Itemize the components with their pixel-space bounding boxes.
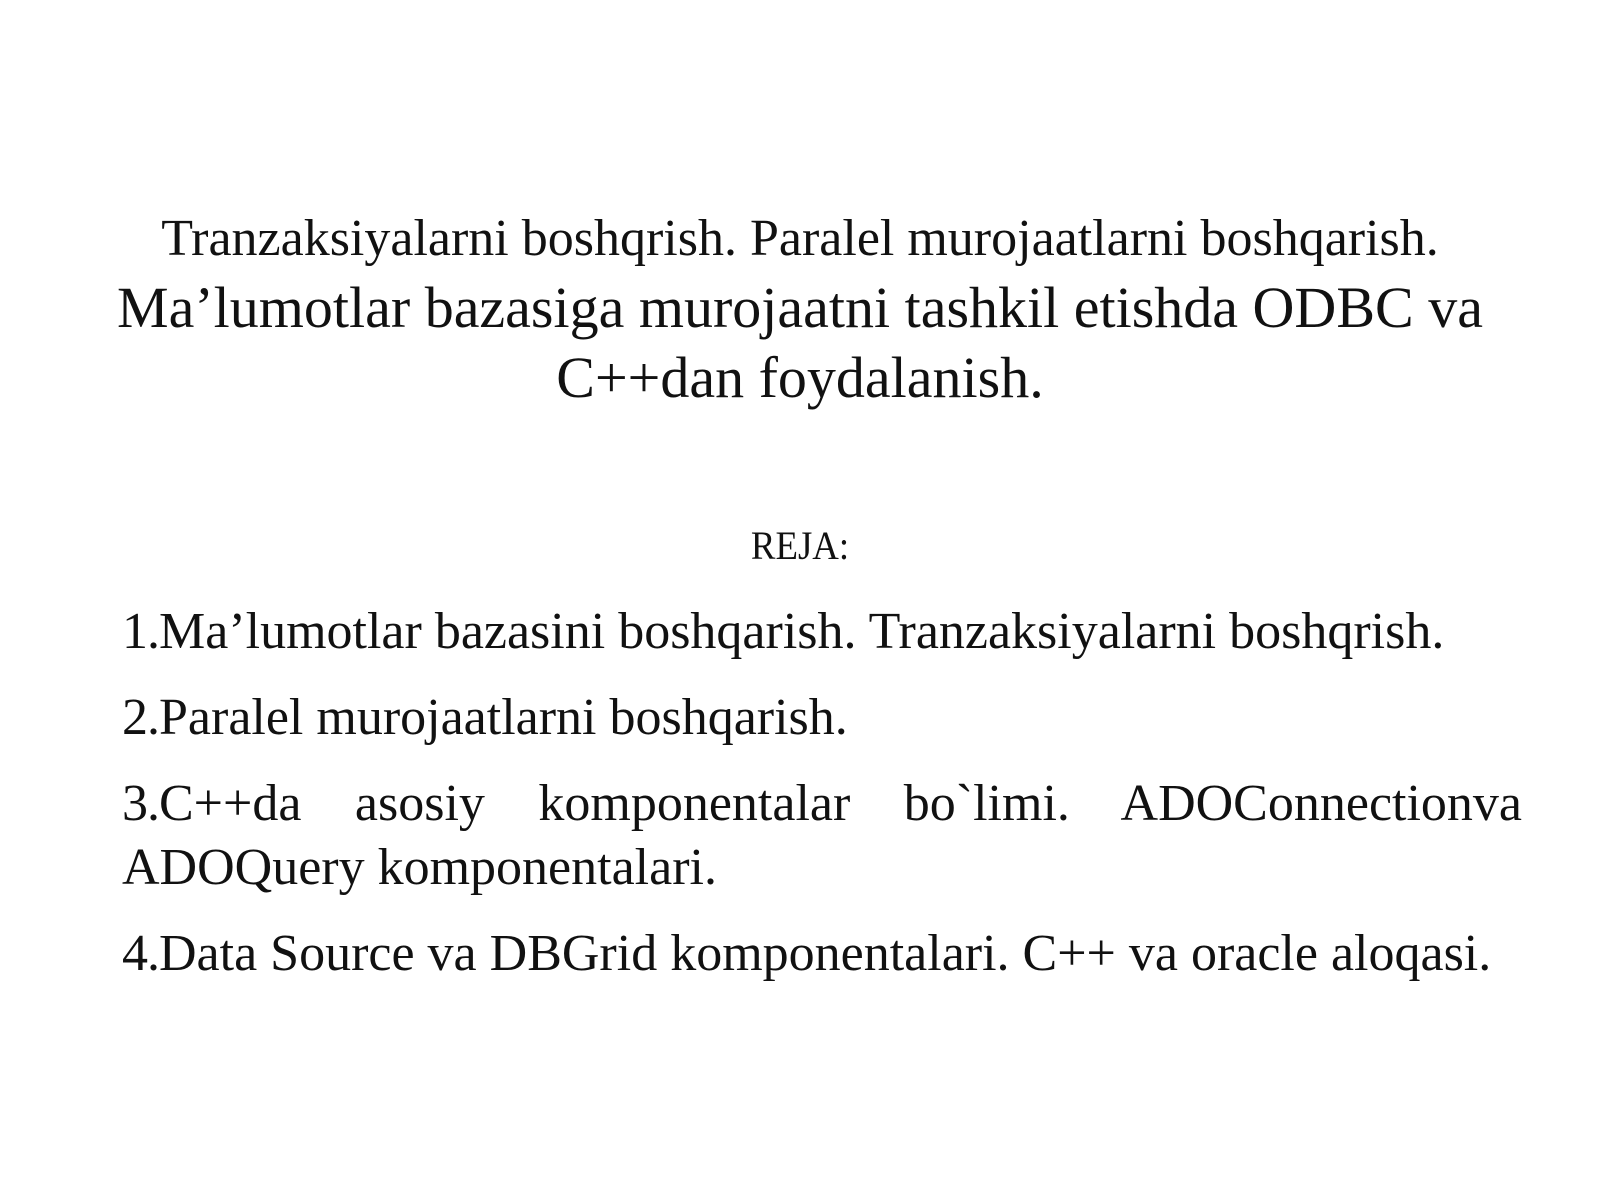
plan-item <box>122 772 1522 900</box>
plan-item <box>122 686 1522 750</box>
plan-item-text: C++da asosiy komponentalar bo`limi. ADOConnectionva ADOQuery komponentalari. <box>122 775 1522 896</box>
title-line-2: Ma’lumotlar bazasiga murojaatni tashkil etishda ODBC va C++dan foydalanish. <box>117 275 1483 410</box>
plan-item <box>122 922 1522 986</box>
plan-item-number: 3. <box>122 775 159 832</box>
plan-item-text: Ma’lumotlar bazasini boshqarish. Tranzaksiyalarni boshqrish. <box>159 603 1445 660</box>
plan-item <box>122 600 1522 664</box>
slide-title <box>80 205 1520 413</box>
plan-item-text: Data Source va DBGrid komponentalari. C++ va oracle aloqasi. <box>159 925 1492 982</box>
title-line-1: Tranzaksiyalarni boshqrish. Paralel murojaatlarni boshqarish. <box>161 210 1439 267</box>
plan-item-number: 2. <box>122 689 159 746</box>
plan-item-number: 4. <box>122 925 159 982</box>
plan-item-number: 1. <box>122 603 159 660</box>
plan-item-text: Paralel murojaatlarni boshqarish. <box>159 689 848 746</box>
plan-heading: REJA: <box>750 523 850 568</box>
plan-list <box>122 600 1522 1008</box>
